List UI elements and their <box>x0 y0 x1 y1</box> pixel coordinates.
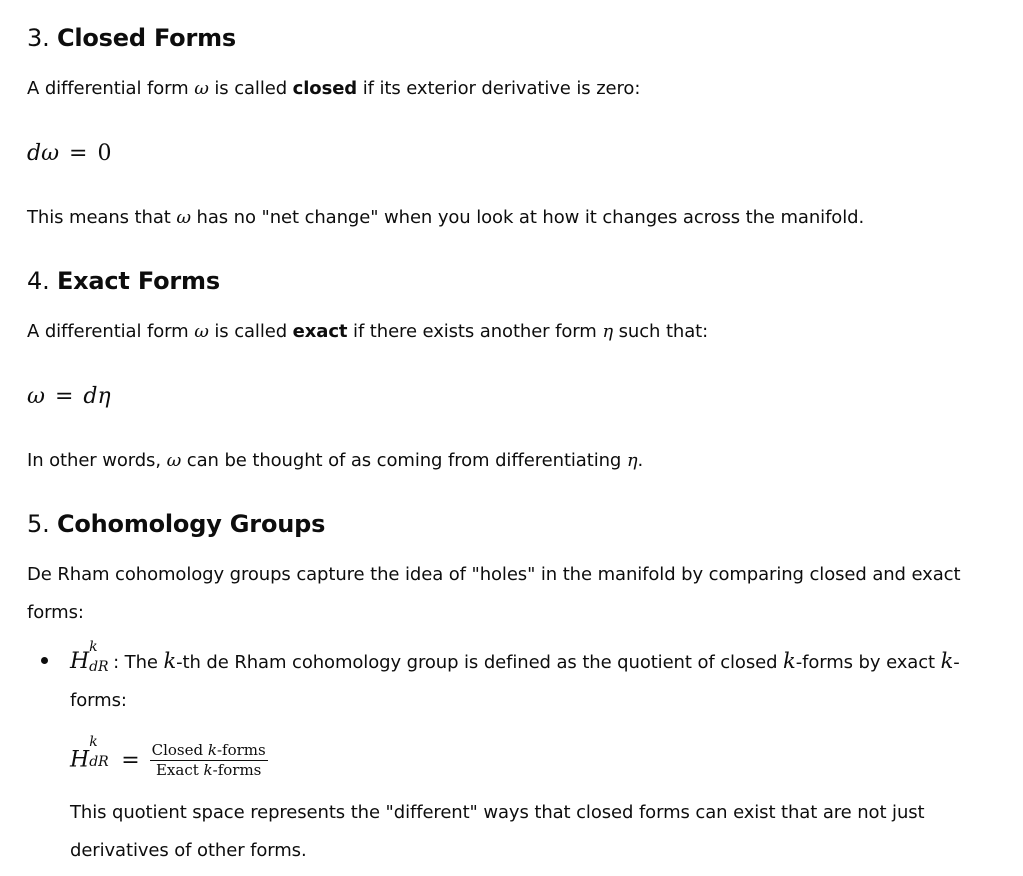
exact-forms-explanation: In other words, ω can be thought of as coming from differentiating η. <box>27 450 644 471</box>
cohomology-definition: H k dR : The k-th de Rham cohomology group is defined as the quotient of closed k-forms by exact k-forms: <box>70 639 960 711</box>
exact-forms-definition: A differential form ω is called exact if there exists another form η such that: <box>27 321 709 342</box>
closed-forms-explanation: This means that ω has no "net change" when you look at how it changes across the manifold. <box>27 207 865 228</box>
cohomology-list <box>27 639 987 870</box>
closed-forms-definition: A differential form ω is called closed if its exterior derivative is zero: <box>27 78 641 99</box>
exact-form-equation: ω = dη <box>27 384 111 409</box>
section-number: 4. <box>27 267 50 295</box>
cohomology-intro: De Rham cohomology groups capture the idea of "holes" in the manifold by comparing closed and exact forms: <box>27 564 961 623</box>
quotient-fraction: $\frac{\text{Closed k-forms}}{\text{Exact k-forms}}$ <box>151 741 266 779</box>
section-title: Closed Forms <box>56 24 237 52</box>
section-title: Exact Forms <box>56 267 220 295</box>
section-number: 5. <box>27 510 50 538</box>
closed-form-equation: dω = 0 <box>27 141 112 166</box>
section-heading-closed-forms <box>27 22 236 54</box>
section-heading-exact-forms <box>27 265 220 297</box>
section-heading-cohomology-groups <box>27 508 325 540</box>
section-title: Cohomology Groups <box>56 510 326 538</box>
cohomology-quotient-equation: H k dR = $\frac{\text{Closed k-forms}}{\text{Exact k-forms}}$ <box>70 733 266 779</box>
quotient-explanation: This quotient space represents the "different" ways that closed forms can exist that are not just derivatives of other forms. <box>70 802 925 861</box>
section-number: 3. <box>27 24 50 52</box>
list-item <box>27 639 987 870</box>
bullet-icon <box>41 657 48 664</box>
